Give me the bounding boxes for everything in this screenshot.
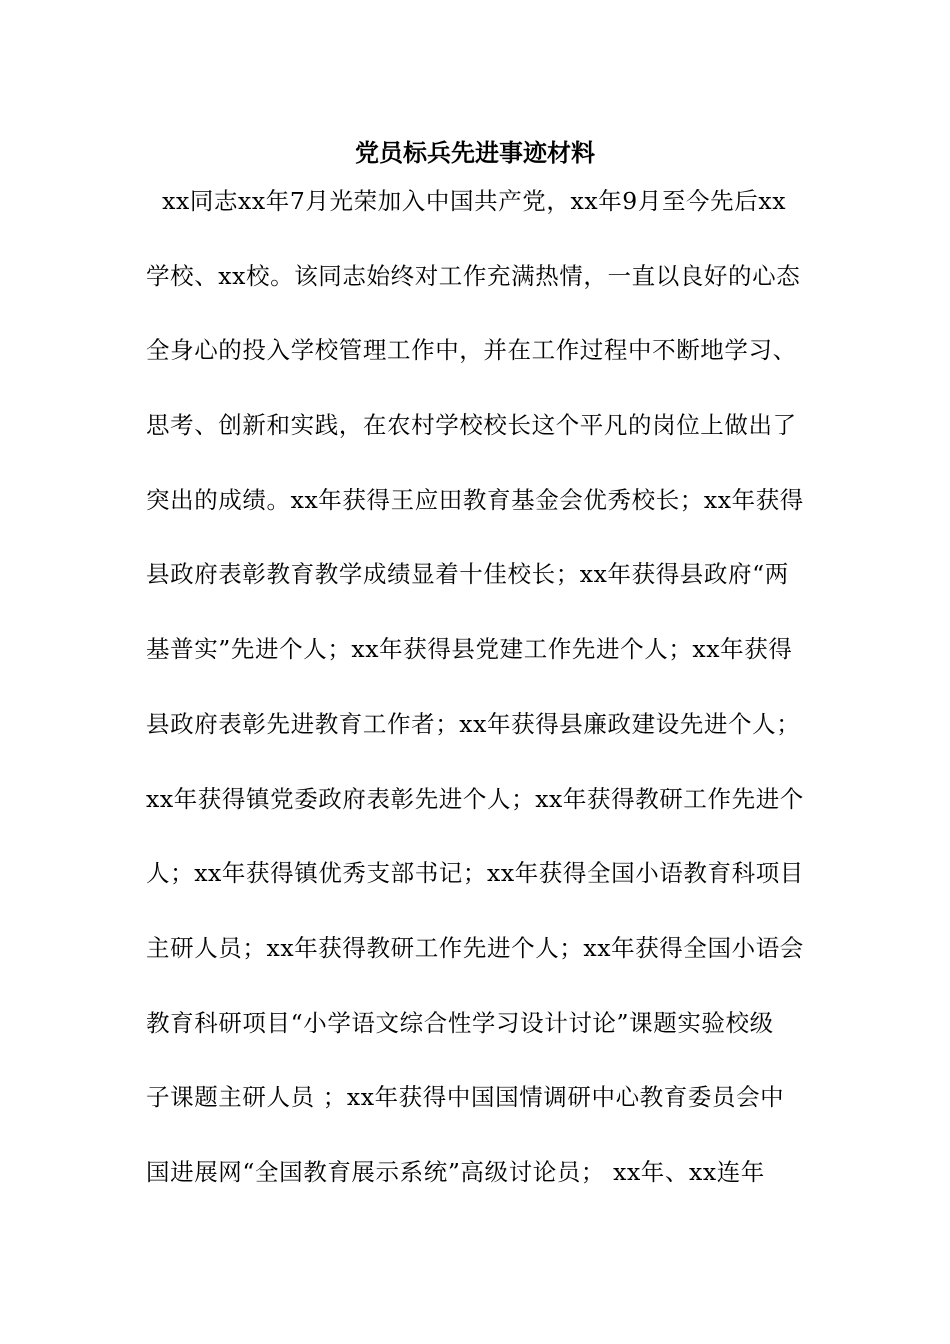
paragraph-line: 县政府表彰先进教育工作者；xx年获得县廉政建设先进个人； xyxy=(146,709,801,738)
paragraph-line: 全身心的投入学校管理工作中，并在工作过程中不断地学习、 xyxy=(146,336,797,365)
document-title: 党员标兵先进事迹材料 xyxy=(355,138,595,167)
document-body xyxy=(146,182,816,1228)
paragraph-line: 县政府表彰教育教学成绩显着十佳校长；xx年获得县政府“两 xyxy=(146,560,789,589)
paragraph-line: xx年获得镇党委政府表彰先进个人；xx年获得教研工作先进个 xyxy=(146,784,804,813)
paragraph-line: xx同志xx年7月光荣加入中国共产党，xx年9月至今先后xx xyxy=(146,187,787,215)
paragraph-line: 子课题主研人员 ；xx年获得中国国情调研中心教育委员会中 xyxy=(146,1083,785,1112)
paragraph-line: 思考、创新和实践，在农村学校校长这个平凡的岗位上做出了 xyxy=(146,411,797,440)
paragraph-line: 学校、xx校。该同志始终对工作充满热情，一直以良好的心态 xyxy=(146,261,801,290)
paragraph-line: 基普实”先进个人；xx年获得县党建工作先进个人；xx年获得 xyxy=(146,635,793,664)
paragraph-line: 人；xx年获得镇优秀支部书记；xx年获得全国小语教育科项目 xyxy=(146,859,804,888)
paragraph-line: 主研人员；xx年获得教研工作先进个人；xx年获得全国小语会 xyxy=(146,933,804,962)
paragraph-line: 教育科研项目“小学语文综合性学习设计讨论”课题实验校级 xyxy=(146,1008,774,1037)
paragraph-line: 突出的成绩。xx年获得王应田教育基金会优秀校长；xx年获得 xyxy=(146,485,804,514)
paragraph-line: 国进展网“全国教育展示系统”高级讨论员； xx年、xx连年 xyxy=(146,1157,765,1186)
